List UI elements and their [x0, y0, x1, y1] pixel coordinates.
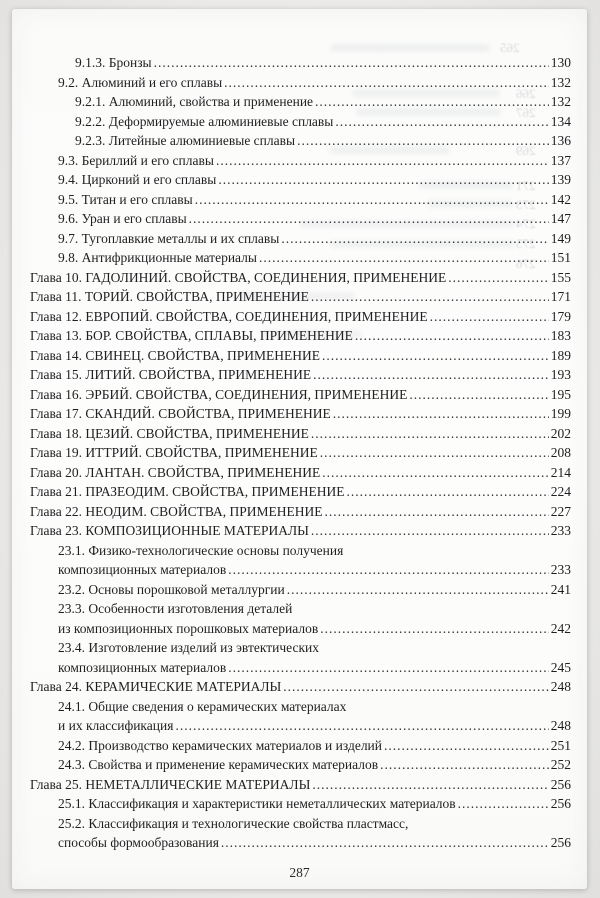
toc-page-number: 251 — [550, 737, 571, 753]
dot-leader — [297, 131, 549, 151]
toc-entry-text: и их классификация — [58, 718, 174, 733]
toc-page-number: 252 — [550, 757, 571, 772]
toc-page-number: 242 — [550, 620, 571, 636]
toc-entry — [30, 73, 571, 93]
toc-entry-text: 23.4. Изготовление изделий из эвтектических — [58, 640, 319, 655]
toc-page-number: 193 — [550, 367, 571, 382]
bleedthrough-number: 265 — [500, 40, 520, 55]
dot-leader — [216, 151, 549, 171]
dot-leader — [430, 307, 549, 327]
toc-entry-line — [30, 268, 571, 288]
toc-entry — [30, 502, 571, 522]
dot-leader — [228, 658, 549, 678]
page-number: 287 — [289, 865, 310, 880]
toc-entry-line — [58, 229, 571, 249]
toc-entry-text: 9.2.3. Литейные алюминиевые сплавы — [75, 133, 296, 148]
toc-entry-text: 9.1.3. Бронзы — [75, 55, 152, 70]
dot-leader — [228, 560, 549, 580]
dot-leader — [335, 112, 548, 132]
dot-leader — [195, 190, 549, 210]
toc-entry — [30, 326, 571, 346]
toc-page-number: 155 — [550, 269, 571, 285]
toc-entry — [30, 268, 571, 288]
toc-entry-text: 9.2.2. Деформируемые алюминиевые сплавы — [75, 113, 334, 129]
dot-leader — [322, 463, 549, 483]
toc-entry-text: Глава 19. ИТТРИЙ. СВОЙСТВА, ПРИМЕНЕНИЕ — [30, 445, 318, 460]
toc-entry-line — [30, 521, 571, 541]
toc-entry-text: 25.1. Классификация и характеристики неметаллических материалов — [58, 796, 456, 811]
toc-entry-text: 24.2. Производство керамических материалов и изделий — [58, 737, 382, 753]
toc-entry-line — [58, 248, 571, 268]
toc-entry-line — [58, 599, 571, 619]
toc-entry — [30, 443, 571, 463]
dot-leader — [311, 424, 549, 444]
bleedthrough-smudge — [330, 44, 490, 52]
toc-entry — [30, 463, 571, 483]
toc-entry-text: 9.7. Тугоплавкие металлы и их сплавы — [58, 230, 280, 246]
toc-entry-text: Глава 12. ЕВРОПИЙ. СВОЙСТВА, СОЕДИНЕНИЯ, ПРИМЕНЕНИЕ — [30, 308, 428, 324]
toc-page-number: 256 — [550, 835, 571, 850]
dot-leader — [448, 268, 549, 288]
bleedthrough-number: 271 — [516, 178, 536, 193]
toc-page-number: 202 — [550, 425, 571, 441]
toc-entry — [30, 307, 571, 327]
toc-entry — [30, 697, 571, 736]
toc-entry-text: 9.2.1. Алюминий, свойства и применение — [75, 94, 314, 109]
toc-page-number: 134 — [550, 113, 571, 129]
toc-entry-line — [30, 424, 571, 444]
toc-entry-line — [58, 541, 571, 561]
toc-entry-line — [58, 794, 571, 814]
toc-entry-text: Глава 10. ГАДОЛИНИЙ. СВОЙСТВА, СОЕДИНЕНИЯ, ПРИМЕНЕНИЕ — [30, 269, 447, 285]
bleedthrough-number: 269 — [516, 143, 536, 158]
toc-entry-line — [75, 112, 571, 132]
toc-entry-text: Глава 21. ПРАЗЕОДИМ. СВОЙСТВА, ПРИМЕНЕНИЕ — [30, 484, 345, 499]
toc-page-number: 199 — [550, 406, 571, 421]
toc-entry — [30, 482, 571, 502]
toc-entry — [30, 287, 571, 307]
toc-entry — [30, 346, 571, 366]
toc-entry-line — [58, 755, 571, 775]
dot-leader — [312, 775, 548, 795]
dot-leader — [333, 404, 549, 424]
toc-entry — [30, 677, 571, 697]
toc-entry — [30, 170, 571, 190]
toc-page-number: 171 — [550, 289, 571, 304]
toc-entry-line — [58, 580, 571, 600]
dot-leader — [409, 385, 548, 405]
toc-page-number: 151 — [550, 250, 571, 265]
toc-entry — [30, 638, 571, 677]
toc-page-number: 142 — [550, 191, 571, 207]
toc-entry-line — [58, 560, 571, 580]
toc-page-number: 214 — [550, 464, 571, 480]
toc-page-number: 195 — [550, 386, 571, 402]
toc-entry — [30, 580, 571, 600]
dot-leader — [189, 209, 549, 229]
toc-entry-line — [30, 443, 571, 463]
toc-entry — [30, 112, 571, 132]
dot-leader — [311, 287, 549, 307]
toc-entry-line — [58, 190, 571, 210]
toc-entry-line — [30, 502, 571, 522]
toc-entry-line — [30, 404, 571, 424]
toc-entry — [30, 229, 571, 249]
toc-entry — [30, 775, 571, 795]
toc-entry — [30, 794, 571, 814]
bleedthrough-number: 274 — [516, 216, 536, 231]
toc-entry — [30, 92, 571, 112]
toc-entry — [30, 190, 571, 210]
toc-entry — [30, 151, 571, 171]
toc-page-number: 132 — [550, 74, 571, 90]
toc-entry-text: способы формообразования — [58, 835, 219, 850]
toc-entry-line — [30, 677, 571, 697]
toc-entry-line — [58, 170, 571, 190]
dot-leader — [218, 170, 548, 190]
toc-entry-text: 23.2. Основы порошковой металлургии — [58, 581, 285, 597]
toc-entry-line — [30, 287, 571, 307]
toc-entry-text: 25.2. Классификация и технологические свойства пластмасс, — [58, 815, 409, 831]
dot-leader — [175, 716, 548, 736]
toc-page-number: 147 — [550, 211, 571, 226]
toc-entry-text: Глава 11. ТОРИЙ. СВОЙСТВА, ПРИМЕНЕНИЕ — [30, 289, 309, 304]
toc-page-number: 245 — [550, 659, 571, 675]
bleedthrough-number: 267 — [516, 105, 536, 120]
toc-page-number: 132 — [550, 94, 571, 109]
toc-entry — [30, 736, 571, 756]
toc-entry — [30, 365, 571, 385]
book-page — [12, 9, 587, 889]
toc-entry-text: 9.5. Титан и его сплавы — [58, 191, 193, 207]
toc-entry — [30, 53, 571, 73]
toc-page-number: 130 — [550, 55, 571, 70]
toc-entry-line — [30, 326, 571, 346]
dot-leader — [320, 443, 549, 463]
toc-page-number: 136 — [550, 133, 571, 148]
toc-entry-line — [58, 833, 571, 853]
toc-entry-line — [30, 482, 571, 502]
toc-entry-text: из композиционных порошковых материалов — [58, 620, 319, 636]
toc-entry — [30, 131, 571, 151]
toc-page-number: 227 — [550, 503, 571, 519]
toc-entry-text: Глава 13. БОР. СВОЙСТВА, СПЛАВЫ, ПРИМЕНЕНИЕ — [30, 328, 353, 343]
dot-leader — [224, 73, 549, 93]
dot-leader — [315, 92, 549, 112]
dot-leader — [154, 53, 549, 73]
toc-entry — [30, 541, 571, 580]
bleedthrough-number: 266 — [516, 86, 536, 101]
toc-entry-text: 24.3. Свойства и применение керамических материалов — [58, 757, 379, 772]
toc-page-number: 233 — [550, 523, 571, 538]
toc-entry-line — [58, 151, 571, 171]
toc-page-number: 256 — [550, 776, 571, 792]
dot-leader — [322, 346, 549, 366]
toc-entry-line — [75, 131, 571, 151]
toc-entry-text: Глава 20. ЛАНТАН. СВОЙСТВА, ПРИМЕНЕНИЕ — [30, 464, 321, 480]
toc-entry — [30, 209, 571, 229]
toc-entry-text: композиционных материалов — [58, 659, 227, 675]
dot-leader — [221, 833, 549, 853]
toc-page-number: 208 — [550, 445, 571, 460]
toc-entry-line — [30, 463, 571, 483]
toc-entry-text: 9.8. Антифрикционные материалы — [58, 250, 257, 265]
toc-page-number: 149 — [550, 230, 571, 246]
bleedthrough-number: 275 — [516, 236, 536, 251]
toc-entry-line — [58, 209, 571, 229]
dot-leader — [346, 482, 548, 502]
toc-page-number: 248 — [550, 718, 571, 733]
toc-page-number: 137 — [550, 152, 571, 168]
toc-entry-line — [30, 365, 571, 385]
toc-entry — [30, 599, 571, 638]
toc-entry-text: Глава 24. КЕРАМИЧЕСКИЕ МАТЕРИАЛЫ — [30, 679, 282, 694]
dot-leader — [281, 229, 548, 249]
dot-leader — [380, 755, 549, 775]
toc-entry-text: 9.4. Цирконий и его сплавы — [58, 172, 217, 187]
toc-entry-line — [58, 658, 571, 678]
dot-leader — [320, 619, 549, 639]
toc-page-number: 179 — [550, 308, 571, 324]
toc-entry-text: Глава 14. СВИНЕЦ. СВОЙСТВА, ПРИМЕНЕНИЕ — [30, 347, 320, 363]
toc-entry-text: 9.3. Бериллий и его сплавы — [58, 152, 214, 168]
dot-leader — [458, 794, 549, 814]
toc-page-number: 189 — [550, 347, 571, 363]
toc-entry — [30, 755, 571, 775]
dot-leader — [384, 736, 549, 756]
toc-page-number: 139 — [550, 172, 571, 187]
toc-entry-text: 9.2. Алюминий и его сплавы — [58, 74, 223, 90]
toc-entry-text: Глава 16. ЭРБИЙ. СВОЙСТВА, СОЕДИНЕНИЯ, ПРИМЕНЕНИЕ — [30, 386, 408, 402]
toc-entry-text: Глава 17. СКАНДИЙ. СВОЙСТВА, ПРИМЕНЕНИЕ — [30, 406, 331, 421]
toc-entry-line — [58, 716, 571, 736]
toc-entry — [30, 814, 571, 853]
toc-list — [30, 53, 571, 853]
toc-entry-text: Глава 22. НЕОДИМ. СВОЙСТВА, ПРИМЕНЕНИЕ — [30, 503, 323, 519]
toc-entry-text: Глава 23. КОМПОЗИЦИОННЫЕ МАТЕРИАЛЫ — [30, 523, 309, 538]
toc-page-number: 241 — [550, 581, 571, 597]
toc-entry-text: Глава 18. ЦЕЗИЙ. СВОЙСТВА, ПРИМЕНЕНИЕ — [30, 425, 309, 441]
dot-leader — [287, 580, 549, 600]
toc-entry-text: Глава 25. НЕМЕТАЛЛИЧЕСКИЕ МАТЕРИАЛЫ — [30, 776, 311, 792]
dot-leader — [313, 365, 549, 385]
dot-leader — [283, 677, 548, 697]
toc-entry-line — [30, 307, 571, 327]
toc-entry-line — [58, 814, 571, 834]
toc-entry-line — [58, 697, 571, 717]
toc-entry-line — [58, 73, 571, 93]
dot-leader — [259, 248, 549, 268]
toc-entry-line — [75, 92, 571, 112]
bleedthrough-number: 276 — [516, 256, 536, 271]
toc-page-number: 248 — [550, 679, 571, 694]
toc-entry-line — [30, 385, 571, 405]
toc-entry — [30, 521, 571, 541]
toc-page-number: 224 — [550, 484, 571, 499]
toc-entry-text: 23.1. Физико-технологические основы получения — [58, 542, 344, 558]
toc-entry-text: 9.6. Уран и его сплавы — [58, 211, 187, 226]
dot-leader — [355, 326, 549, 346]
toc-entry — [30, 404, 571, 424]
dot-leader — [325, 502, 549, 522]
toc-entry-text: 24.1. Общие сведения о керамических материалах — [58, 698, 347, 714]
dot-leader — [311, 521, 549, 541]
toc-entry-line — [58, 736, 571, 756]
toc-entry-text: Глава 15. ЛИТИЙ. СВОЙСТВА, ПРИМЕНЕНИЕ — [30, 367, 312, 382]
toc-entry — [30, 248, 571, 268]
toc-entry — [30, 385, 571, 405]
toc-page-number: 233 — [550, 562, 571, 577]
toc-entry-text: композиционных материалов — [58, 562, 227, 577]
toc-entry-line — [75, 53, 571, 73]
toc-entry-line — [30, 775, 571, 795]
toc-entry-line — [30, 346, 571, 366]
toc-entry — [30, 424, 571, 444]
toc-entry-line — [58, 619, 571, 639]
bleedthrough-number: 273 — [516, 197, 536, 212]
toc-entry-line — [58, 638, 571, 658]
toc-page-number: 183 — [550, 328, 571, 343]
toc-entry-text: 23.3. Особенности изготовления деталей — [58, 601, 293, 616]
toc-page-number: 256 — [550, 796, 571, 811]
